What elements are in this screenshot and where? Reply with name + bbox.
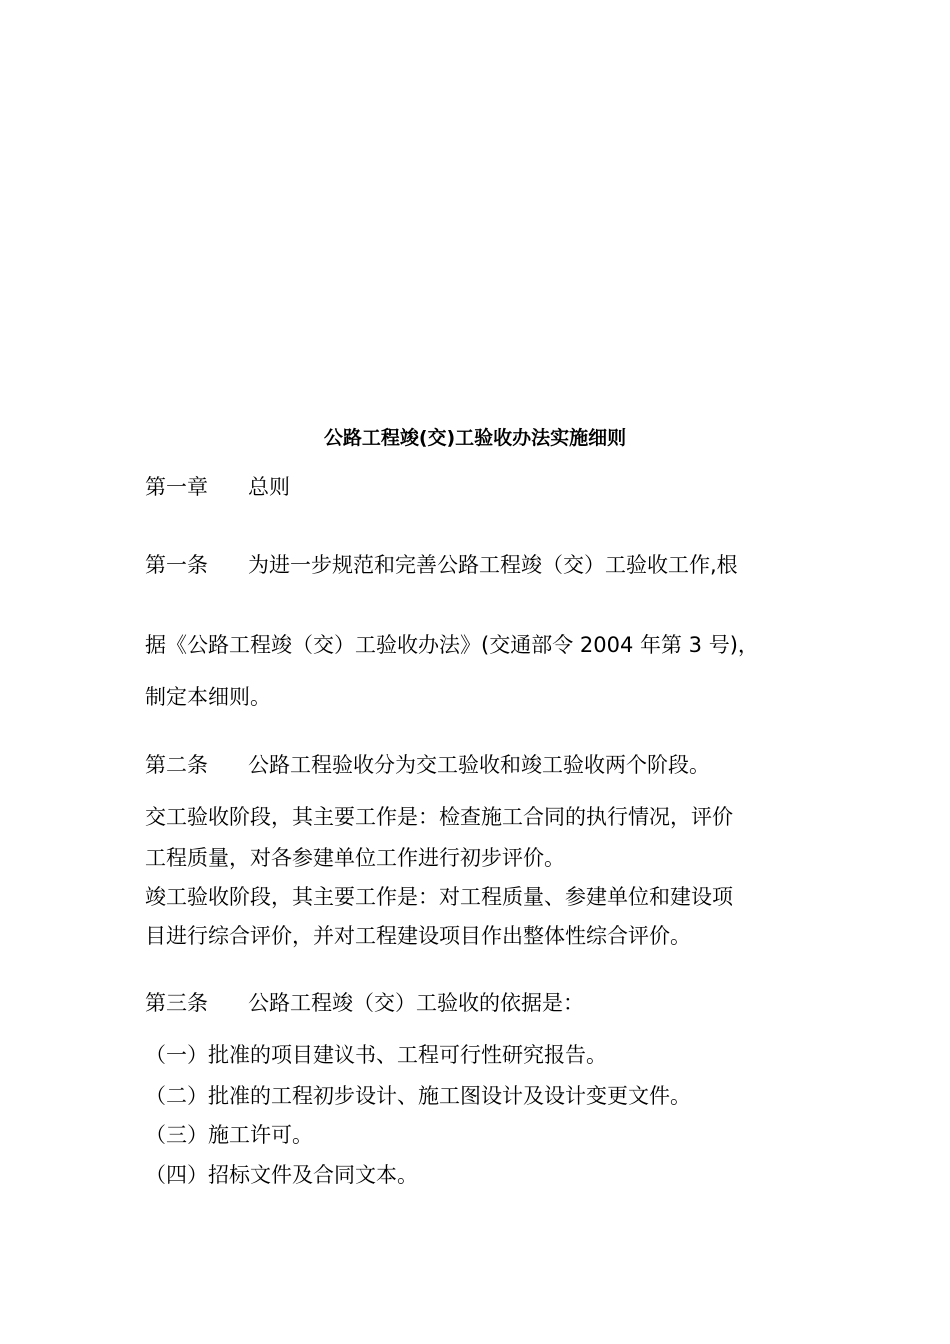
article-3-item-2: （二）批准的工程初步设计、施工图设计及设计变更文件。	[145, 1084, 691, 1108]
article-3-label: 第三条	[145, 991, 208, 1015]
article-2-line-3: 工程质量，对各参建单位工作进行初步评价。	[145, 846, 565, 870]
article-1-line-1	[145, 550, 825, 580]
chapter-label: 第一章	[145, 475, 208, 499]
article-2-text-1: 公路工程验收分为交工验收和竣工验收两个阶段。	[248, 753, 710, 777]
article-2-line-1	[145, 750, 825, 780]
chapter-text: 总则	[248, 475, 290, 499]
article-2-label: 第二条	[145, 753, 208, 777]
article-1-label: 第一条	[145, 553, 208, 577]
article-3-line-1	[145, 988, 825, 1018]
article-3-item-1: （一）批准的项目建议书、工程可行性研究报告。	[145, 1043, 607, 1067]
article-2-line-4: 竣工验收阶段，其主要工作是：对工程质量、参建单位和建设项	[145, 885, 733, 909]
article-2-line-2: 交工验收阶段，其主要工作是：检查施工合同的执行情况，评价	[145, 805, 733, 829]
article-3-item-4: （四）招标文件及合同文本。	[145, 1163, 418, 1187]
article-1-line-2: 据《公路工程竣（交）工验收办法》(交通部令 2004 年第 3 号)，	[145, 633, 759, 657]
article-2-line-5: 目进行综合评价，并对工程建设项目作出整体性综合评价。	[145, 924, 691, 948]
chapter-heading	[145, 472, 825, 502]
article-1-text-1: 为进一步规范和完善公路工程竣（交）工验收工作,根	[248, 553, 738, 577]
article-3-text-1: 公路工程竣（交）工验收的依据是：	[248, 991, 584, 1015]
article-1-line-3: 制定本细则。	[145, 685, 271, 709]
article-3-item-3: （三）施工许可。	[145, 1123, 313, 1147]
document-title: 公路工程竣(交)工验收办法实施细则	[323, 427, 627, 449]
